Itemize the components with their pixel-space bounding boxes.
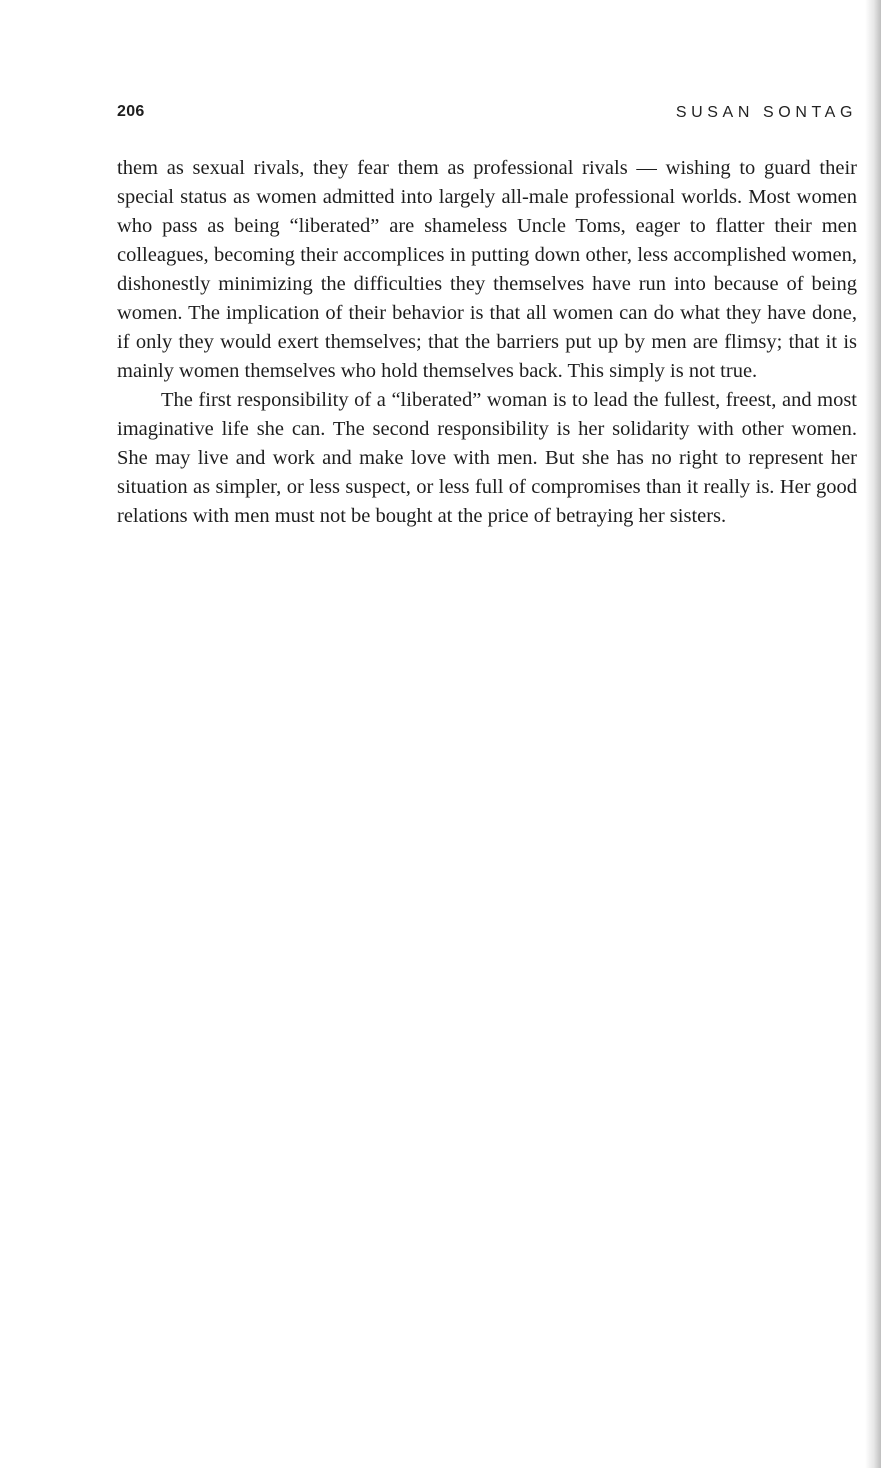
- running-title: SUSAN SONTAG: [675, 104, 857, 121]
- body-text: [117, 154, 857, 531]
- page-edge-shadow: [865, 0, 881, 1468]
- paragraph-continued: them as sexual rivals, they fear them as professional rivals — wishing to guard their special status as women admitted into largely all-male professional worlds. Most women who pass as being “liberated” are shameless Uncle Toms, eager to flatter their men colleagues, becoming their accomplices in putting down other, less accomplished women, dishonestly minimizing the difficulties they themselves have run into because of being women. The implication of their behavior is that all women can do what they have done, if only they would exert themselves; that the barriers put up by men are flimsy; that it is mainly women themselves who hold themselves back. This simply is not true.: [117, 157, 857, 382]
- paragraph: The first responsibility of a “liberated” woman is to lead the fullest, freest, and most imaginative life she can. The second responsibility is her solidarity with other women. She may live and work and make love with men. But she has no right to represent her situation as simpler, or less suspect, or less full of compromises than it really is. Her good relations with men must not be bought at the price of betraying her sisters.: [117, 389, 857, 527]
- page-number: 206: [117, 103, 145, 120]
- running-head: [117, 103, 857, 127]
